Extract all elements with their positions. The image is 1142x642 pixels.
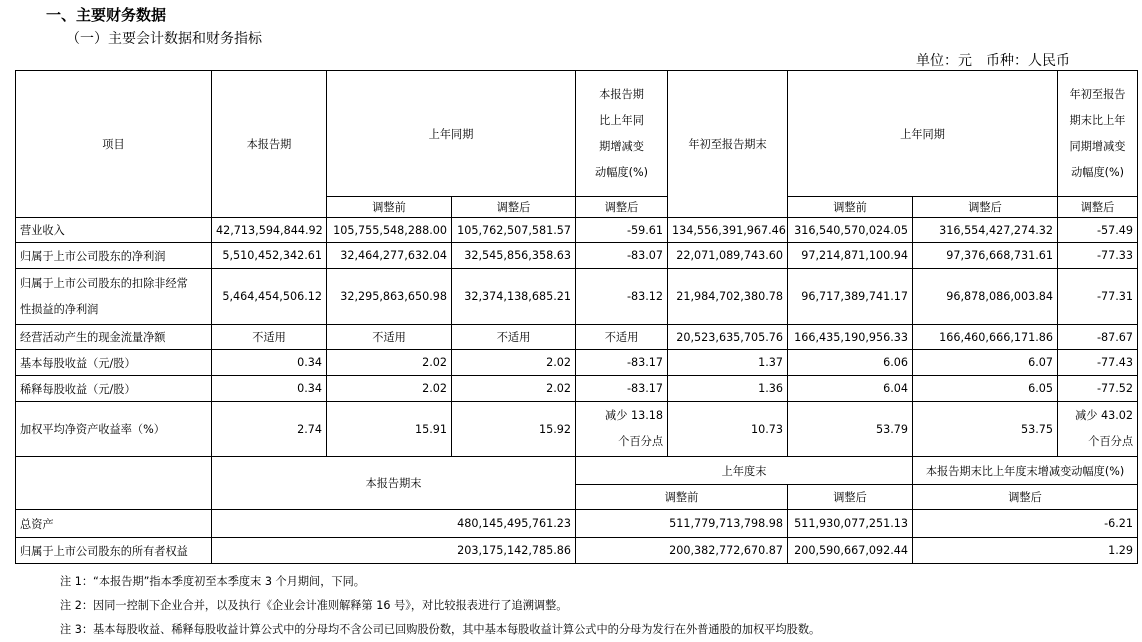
cell-period-end: 480,145,495,761.23 bbox=[212, 510, 576, 538]
cell-current: 0.34 bbox=[212, 350, 327, 376]
cell-ly-after: 105,762,507,581.57 bbox=[452, 218, 576, 243]
cell-line: 个百分点 bbox=[618, 435, 664, 448]
row-label: 稀释每股收益（元/股） bbox=[16, 376, 212, 402]
cell-ly-before: 105,755,548,288.00 bbox=[327, 218, 452, 243]
header-period-end: 本报告期末 bbox=[212, 457, 576, 510]
header-period-end-change: 本报告期末比上年度末增减变动幅度(%) bbox=[913, 457, 1138, 485]
cell-ytd-ly-before: 53.79 bbox=[788, 402, 913, 457]
row-label: 归属于上市公司股东的净利润 bbox=[16, 243, 212, 269]
cell-ly-after: 2.02 bbox=[452, 350, 576, 376]
cell-ytd: 134,556,391,967.46 bbox=[668, 218, 788, 243]
header-line: 本报告期 bbox=[599, 87, 644, 101]
cell-line: 减少 43.02 bbox=[1075, 409, 1134, 422]
table-row bbox=[16, 376, 1138, 402]
cell-current: 0.34 bbox=[212, 376, 327, 402]
cell-ytd: 21,984,702,380.78 bbox=[668, 269, 788, 325]
cell-current: 2.74 bbox=[212, 402, 327, 457]
cell-ytd-ly-before: 97,214,871,100.94 bbox=[788, 243, 913, 269]
cell-ytd: 1.37 bbox=[668, 350, 788, 376]
header-after-adjustment: 调整后 bbox=[452, 197, 576, 218]
cell-ytd-change: -77.33 bbox=[1058, 243, 1138, 269]
header-line: 动幅度(%) bbox=[595, 165, 648, 179]
cell-current: 5,464,454,506.12 bbox=[212, 269, 327, 325]
note-2: 注 2：因同一控制下企业合并，以及执行《企业会计准则解释第 16 号》，对比较报表进行了追溯调整。 bbox=[60, 599, 568, 612]
cell-change: -83.07 bbox=[576, 243, 668, 269]
notes bbox=[60, 570, 820, 642]
cell-period-end: 203,175,142,785.86 bbox=[212, 538, 576, 564]
cell-current: 42,713,594,844.92 bbox=[212, 218, 327, 243]
row-label-line: 性损益的净利润 bbox=[20, 302, 99, 316]
header-line: 期末比上年 bbox=[1069, 113, 1126, 127]
row-label bbox=[16, 269, 212, 325]
cell-ytd-change: -77.43 bbox=[1058, 350, 1138, 376]
cell-ytd-ly-before: 6.06 bbox=[788, 350, 913, 376]
header-after-adjustment: 调整后 bbox=[788, 485, 913, 510]
cell-before-adjustment: 511,779,713,798.98 bbox=[576, 510, 788, 538]
row-label: 基本每股收益（元/股） bbox=[16, 350, 212, 376]
cell-line: 减少 13.18 bbox=[605, 409, 664, 422]
cell-ly-after: 32,374,138,685.21 bbox=[452, 269, 576, 325]
header-line: 同期增减变 bbox=[1069, 139, 1126, 153]
cell-after-adjustment: 511,930,077,251.13 bbox=[788, 510, 913, 538]
cell-change: -83.17 bbox=[576, 376, 668, 402]
cell-current: 5,510,452,342.61 bbox=[212, 243, 327, 269]
cell-current: 不适用 bbox=[212, 325, 327, 350]
cell-ytd-ly-after: 6.05 bbox=[913, 376, 1058, 402]
cell-ytd-ly-before: 316,540,570,024.05 bbox=[788, 218, 913, 243]
table-row bbox=[16, 325, 1138, 350]
header-after-adjustment: 调整后 bbox=[913, 197, 1058, 218]
cell-line: 个百分点 bbox=[1088, 435, 1134, 448]
unit-currency-line: 单位：元 币种：人民币 bbox=[916, 53, 1070, 69]
table-row bbox=[16, 218, 1138, 243]
header-after-adjustment: 调整后 bbox=[1058, 197, 1138, 218]
cell-ytd-ly-after: 316,554,427,274.32 bbox=[913, 218, 1058, 243]
cell-ytd-ly-after: 166,460,666,171.86 bbox=[913, 325, 1058, 350]
header-before-adjustment: 调整前 bbox=[327, 197, 452, 218]
cell-ytd-change: -87.67 bbox=[1058, 325, 1138, 350]
row-label: 归属于上市公司股东的所有者权益 bbox=[16, 538, 212, 564]
cell-ytd-change bbox=[1058, 402, 1138, 457]
balance-header-blank bbox=[16, 457, 212, 510]
header-last-year-same-period-ytd: 上年同期 bbox=[788, 71, 1058, 197]
cell-ytd: 20,523,635,705.76 bbox=[668, 325, 788, 350]
cell-change: -59.61 bbox=[576, 218, 668, 243]
header-line: 期增减变 bbox=[599, 139, 644, 153]
cell-change: -83.17 bbox=[576, 350, 668, 376]
table-row bbox=[16, 538, 1138, 564]
header-current-period: 本报告期 bbox=[212, 71, 327, 218]
note-1: 注 1：“本报告期”指本季度初至本季度末 3 个月期间，下同。 bbox=[60, 575, 365, 588]
cell-ytd: 22,071,089,743.60 bbox=[668, 243, 788, 269]
cell-ly-before: 32,295,863,650.98 bbox=[327, 269, 452, 325]
header-last-year-end: 上年度末 bbox=[576, 457, 913, 485]
header-last-year-same-period: 上年同期 bbox=[327, 71, 576, 197]
cell-ytd-ly-after: 96,878,086,003.84 bbox=[913, 269, 1058, 325]
row-label-line: 归属于上市公司股东的扣除非经常 bbox=[20, 276, 188, 290]
table-row bbox=[16, 510, 1138, 538]
cell-ytd-ly-before: 6.04 bbox=[788, 376, 913, 402]
table-row bbox=[16, 402, 1138, 457]
row-label: 加权平均净资产收益率（%） bbox=[16, 402, 212, 457]
cell-ytd-ly-after: 97,376,668,731.61 bbox=[913, 243, 1058, 269]
cell-ly-before: 不适用 bbox=[327, 325, 452, 350]
cell-ly-after: 32,545,856,358.63 bbox=[452, 243, 576, 269]
cell-ly-after: 15.92 bbox=[452, 402, 576, 457]
header-item: 项目 bbox=[16, 71, 212, 218]
cell-ly-after: 2.02 bbox=[452, 376, 576, 402]
row-label: 总资产 bbox=[16, 510, 212, 538]
header-before-adjustment: 调整前 bbox=[576, 485, 788, 510]
header-before-adjustment: 调整前 bbox=[788, 197, 913, 218]
header-ytd: 年初至报告期末 bbox=[668, 71, 788, 218]
cell-after-adjustment: 200,590,667,092.44 bbox=[788, 538, 913, 564]
cell-change: -6.21 bbox=[913, 510, 1138, 538]
financial-data-table bbox=[15, 70, 1138, 564]
section-title: 一、主要财务数据 bbox=[46, 6, 167, 24]
cell-ly-before: 32,464,277,632.04 bbox=[327, 243, 452, 269]
row-label: 经营活动产生的现金流量净额 bbox=[16, 325, 212, 350]
cell-ytd: 1.36 bbox=[668, 376, 788, 402]
cell-ytd-ly-before: 166,435,190,956.33 bbox=[788, 325, 913, 350]
cell-before-adjustment: 200,382,772,670.87 bbox=[576, 538, 788, 564]
balance-header-row bbox=[16, 457, 1138, 485]
table-row bbox=[16, 269, 1138, 325]
cell-change: 不适用 bbox=[576, 325, 668, 350]
cell-ytd-ly-after: 53.75 bbox=[913, 402, 1058, 457]
table-row bbox=[16, 243, 1138, 269]
cell-change: -83.12 bbox=[576, 269, 668, 325]
cell-change: 1.29 bbox=[913, 538, 1138, 564]
cell-ytd-ly-before: 96,717,389,741.17 bbox=[788, 269, 913, 325]
cell-ytd: 10.73 bbox=[668, 402, 788, 457]
cell-change bbox=[576, 402, 668, 457]
table-row bbox=[16, 350, 1138, 376]
subsection-title: （一）主要会计数据和财务指标 bbox=[66, 31, 262, 47]
cell-ly-before: 15.91 bbox=[327, 402, 452, 457]
header-yoy-change bbox=[576, 71, 668, 197]
header-line: 动幅度(%) bbox=[1071, 165, 1124, 179]
header-after-adjustment: 调整后 bbox=[576, 197, 668, 218]
header-line: 年初至报告 bbox=[1069, 87, 1126, 101]
header-ytd-change bbox=[1058, 71, 1138, 197]
header-line: 比上年同 bbox=[599, 113, 644, 127]
row-label: 营业收入 bbox=[16, 218, 212, 243]
cell-ly-before: 2.02 bbox=[327, 376, 452, 402]
cell-ytd-change: -57.49 bbox=[1058, 218, 1138, 243]
cell-ly-after: 不适用 bbox=[452, 325, 576, 350]
cell-ly-before: 2.02 bbox=[327, 350, 452, 376]
cell-ytd-change: -77.52 bbox=[1058, 376, 1138, 402]
header-after-adjustment: 调整后 bbox=[913, 485, 1138, 510]
cell-ytd-ly-after: 6.07 bbox=[913, 350, 1058, 376]
note-3: 注 3：基本每股收益、稀释每股收益计算公式中的分母均不含公司已回购股份数，其中基本每股收益计算公式中的分母为发行在外普通股的加权平均股数。 bbox=[60, 623, 821, 636]
cell-ytd-change: -77.31 bbox=[1058, 269, 1138, 325]
